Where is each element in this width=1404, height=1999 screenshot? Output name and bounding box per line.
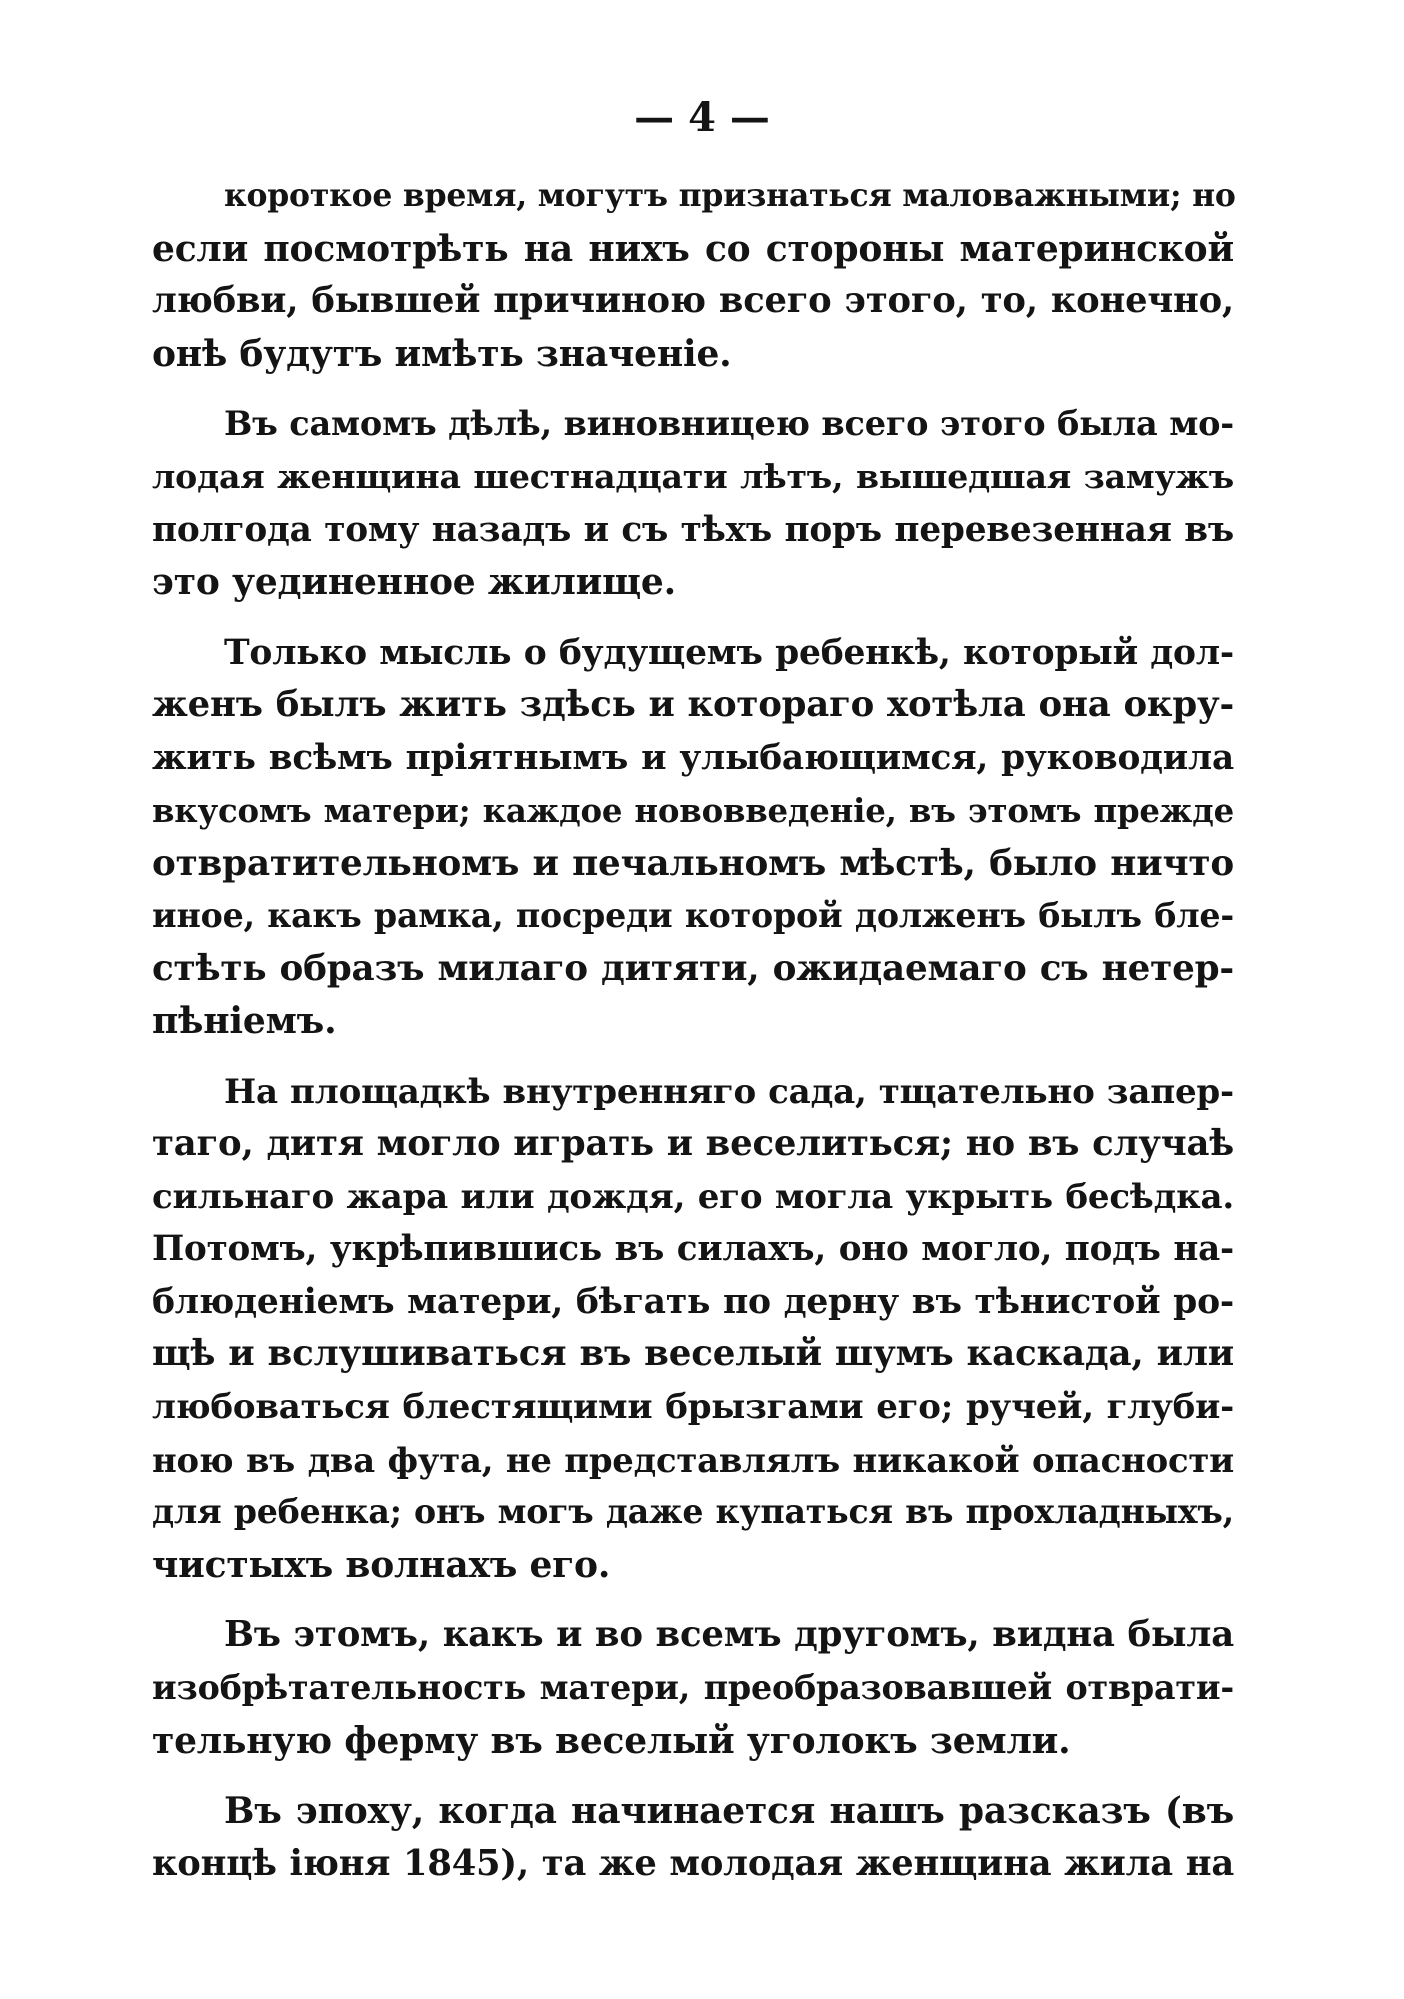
paragraph-4 <box>152 1066 1234 1592</box>
text-line: если посмотрѣть на нихъ со стороны материнской <box>152 227 1234 270</box>
text-line: щѣ и вслушиваться въ веселый шумъ каскада, или <box>152 1333 1234 1375</box>
text-line: отвратительномъ и печальномъ мѣстѣ, было ничто <box>152 842 1234 885</box>
text-line: блюденіемъ матери, бѣгать по дерну въ тѣнистой ро- <box>152 1281 1234 1322</box>
text-line: таго, дитя могло играть и веселиться; но въ случаѣ <box>152 1123 1234 1165</box>
text-line: лодая женщина шестнадцати лѣтъ, вышедшая замужъ <box>152 456 1234 496</box>
text-line: чистыхъ волнахъ его. <box>152 1543 611 1586</box>
text-body <box>152 170 1234 1908</box>
text-line: любоваться блестящими брызгами его; ручей, глуби- <box>152 1387 1234 1428</box>
text-line: Потомъ, укрѣпившись въ силахъ, оно могло, подъ на- <box>152 1229 1234 1270</box>
page-number: — 4 — <box>634 94 770 141</box>
text-line: для ребенка; онъ могъ даже купаться въ прохладныхъ, <box>152 1492 1234 1532</box>
paragraph-6 <box>152 1785 1234 1890</box>
text-line: это уединенное жилище. <box>152 561 676 604</box>
text-line: сильнаго жара или дождя, его могла укрыть бесѣдка. <box>152 1176 1234 1217</box>
text-line: пѣніемъ. <box>152 999 337 1042</box>
text-line: короткое время, могутъ признаться маловажными; но <box>224 177 1236 214</box>
text-line: ною въ два фута, не представлялъ никакой опасности <box>152 1439 1234 1480</box>
text-line: На площадкѣ внутренняго сада, тщательно запер- <box>224 1071 1234 1112</box>
text-line: изобрѣтательность матери, преобразовавшей отврати- <box>152 1668 1234 1708</box>
text-line: стѣть образъ милаго дитяти, ожидаемаго съ нетер- <box>152 947 1234 990</box>
text-line: вкусомъ матери; каждое нововведеніе, въ этомъ прежде <box>152 791 1234 830</box>
text-line: онѣ будутъ имѣть значеніе. <box>152 332 732 375</box>
text-line: полгода тому назадъ и съ тѣхъ поръ перевезенная въ <box>152 509 1234 550</box>
text-line: Въ этомъ, какъ и во всемъ другомъ, видна была <box>224 1614 1234 1656</box>
text-line: концѣ іюня 1845), та же молодая женщина жила на <box>152 1842 1234 1884</box>
paragraph-1 <box>152 170 1234 380</box>
paragraph-3 <box>152 627 1234 1048</box>
paragraph-2 <box>152 398 1234 608</box>
text-line: иное, какъ рамка, посреди которой долженъ былъ бле- <box>152 895 1234 935</box>
text-line: женъ былъ жить здѣсь и котораго хотѣла она окру- <box>152 684 1234 726</box>
text-line: Въ самомъ дѣлѣ, виновницею всего этого была мо- <box>224 404 1234 444</box>
paragraph-5 <box>152 1609 1234 1767</box>
text-line: Только мысль о будущемъ ребенкѣ, который дол- <box>224 632 1234 673</box>
text-line: Въ эпоху, когда начинается нашъ разсказъ (въ <box>224 1790 1234 1833</box>
text-line: тельную ферму въ веселый уголокъ земли. <box>152 1719 1071 1762</box>
text-line: любви, бывшей причиною всего этого, то, конечно, <box>152 280 1234 322</box>
text-line: жить всѣмъ пріятнымъ и улыбающимся, руководила <box>152 737 1234 778</box>
